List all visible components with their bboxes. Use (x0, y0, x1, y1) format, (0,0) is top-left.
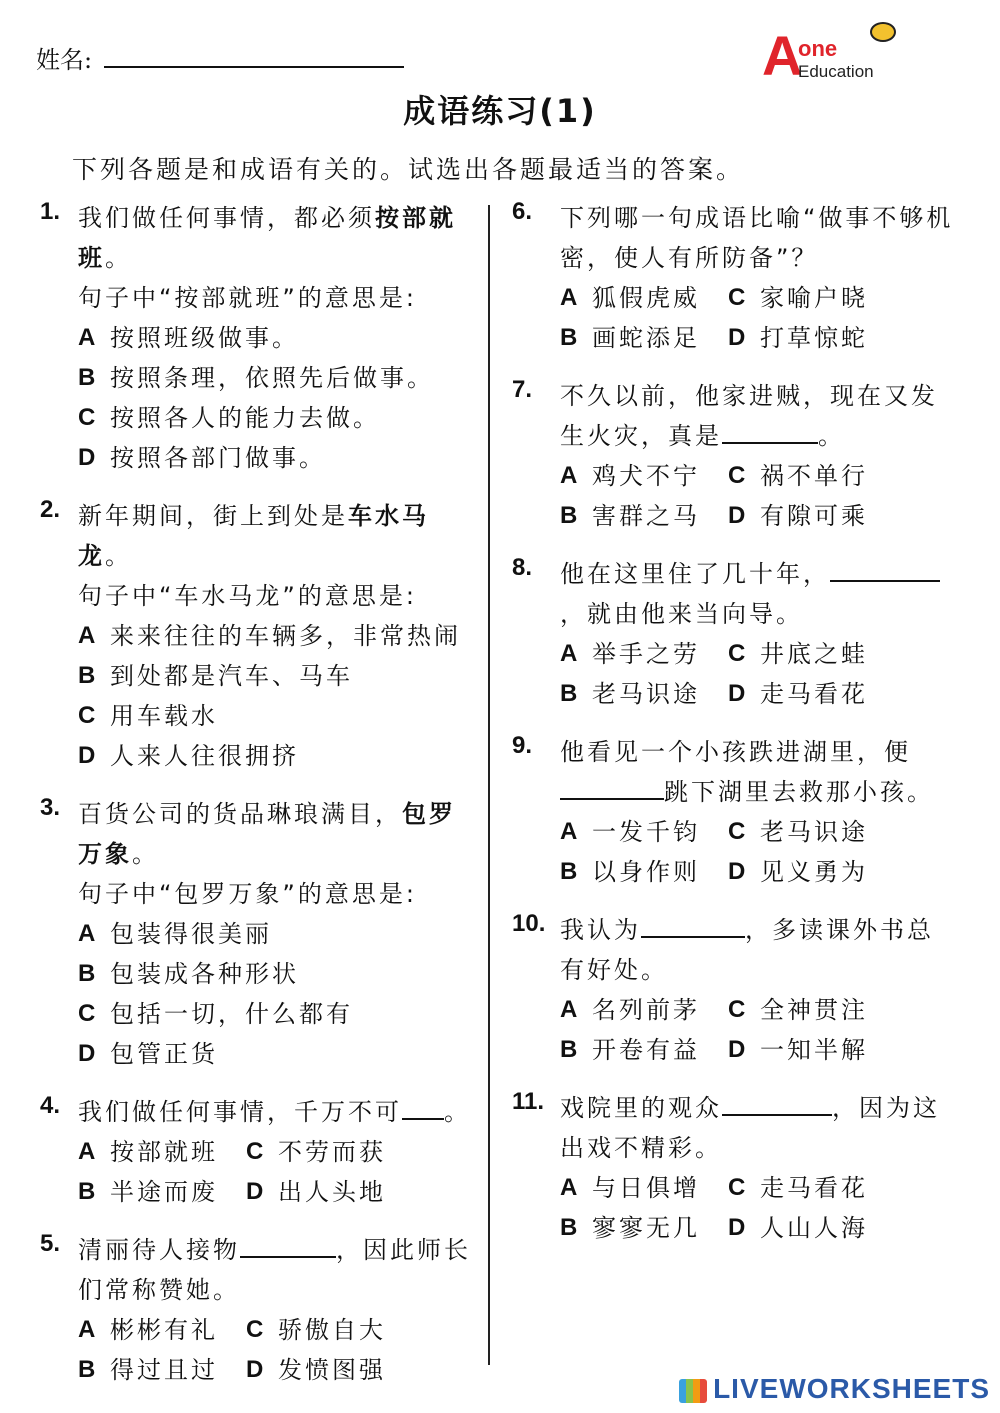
option-b[interactable]: B 得过且过 (78, 1356, 218, 1384)
option-b[interactable]: B 按照条理，依照先后做事。 (78, 364, 434, 392)
option-a[interactable]: A 狐假虎威 (560, 284, 700, 312)
option-d[interactable]: D 有隙可乘 (728, 502, 868, 530)
question-number: 10. (512, 910, 546, 937)
question-11 (512, 1088, 960, 1248)
answer-blank[interactable] (722, 1090, 832, 1116)
option-b[interactable]: B 寥寥无几 (560, 1214, 700, 1242)
question-2 (40, 496, 480, 776)
option-d[interactable]: D 走马看花 (728, 680, 868, 708)
option-d[interactable]: D 包管正货 (78, 1040, 218, 1068)
brand-text: LIVEWORKSHEETS (713, 1373, 990, 1404)
question-1 (40, 198, 480, 478)
question-stem: 戏院里的观众 ，因为这出戏不精彩。 (560, 1088, 960, 1168)
question-7 (512, 376, 960, 536)
answer-blank[interactable] (641, 912, 745, 938)
option-d[interactable]: D 发愤图强 (246, 1356, 386, 1384)
aone-education-logo (762, 18, 912, 90)
question-number: 1. (40, 198, 61, 225)
liveworksheets-icon (679, 1379, 707, 1403)
question-4 (40, 1092, 480, 1212)
question-10 (512, 910, 960, 1070)
option-d[interactable]: D 一知半解 (728, 1036, 868, 1064)
question-stem: 下列哪一句成语比喻“做事不够机密，使人有所防备”？ (560, 204, 954, 272)
option-b[interactable]: B 到处都是汽车、马车 (78, 662, 353, 690)
option-a[interactable]: A 举手之劳 (560, 640, 700, 668)
option-a[interactable]: A 鸡犬不宁 (560, 462, 700, 490)
option-d[interactable]: D 按照各部门做事。 (78, 444, 326, 472)
option-d[interactable]: D 出人头地 (246, 1178, 386, 1206)
question-number: 2. (40, 496, 61, 523)
question-number: 4. (40, 1092, 61, 1119)
logo-one-text: one (798, 36, 838, 61)
answer-blank[interactable] (830, 556, 940, 582)
option-c[interactable]: C 包括一切，什么都有 (78, 1000, 353, 1028)
question-stem: 我们做任何事情，千万不可 。 (78, 1092, 480, 1132)
option-a[interactable]: A 彬彬有礼 (78, 1316, 218, 1344)
question-3 (40, 794, 480, 1074)
question-stem: 新年期间，街上到处是车水马龙。 (78, 502, 429, 570)
option-b[interactable]: B 开卷有益 (560, 1036, 700, 1064)
question-number: 8. (512, 554, 533, 581)
option-d[interactable]: D 人来人往很拥挤 (78, 742, 299, 770)
option-c[interactable]: C 家喻户晓 (728, 284, 868, 312)
option-d[interactable]: D 见义勇为 (728, 858, 868, 886)
question-stem: 我认为 ，多读课外书总有好处。 (560, 910, 960, 990)
question-number: 11. (512, 1088, 545, 1115)
option-a[interactable]: A 按照班级做事。 (78, 324, 299, 352)
question-number: 9. (512, 732, 533, 759)
option-b[interactable]: B 害群之马 (560, 502, 700, 530)
question-stem: 他在这里住了几十年，，就由他来当向导。 (560, 554, 960, 634)
column-divider (488, 205, 490, 1365)
option-d[interactable]: D 人山人海 (728, 1214, 868, 1242)
option-c[interactable]: C 走马看花 (728, 1174, 868, 1202)
answer-blank[interactable] (240, 1232, 336, 1258)
logo-letter: A (762, 24, 803, 87)
option-b[interactable]: B 老马识途 (560, 680, 700, 708)
liveworksheets-brand (679, 1373, 990, 1405)
left-question-column (40, 198, 480, 1408)
question-stem: 百货公司的货品琳琅满目，包罗万象。 (78, 800, 456, 868)
question-6 (512, 198, 960, 358)
option-c[interactable]: C 祸不单行 (728, 462, 868, 490)
option-a[interactable]: A 名列前茅 (560, 996, 700, 1024)
question-prompt: 句子中“包罗万象”的意思是: (78, 880, 417, 908)
option-c[interactable]: C 按照各人的能力去做。 (78, 404, 380, 432)
option-c[interactable]: C 用车载水 (78, 702, 218, 730)
option-c[interactable]: C 骄傲自大 (246, 1316, 386, 1344)
question-prompt: 句子中“按部就班”的意思是: (78, 284, 417, 312)
right-question-column (512, 198, 960, 1266)
question-8 (512, 554, 960, 714)
option-c[interactable]: C 全神贯注 (728, 996, 868, 1024)
instruction-text: 下列各题是和成语有关的。试选出各题最适当的答案。 (72, 155, 745, 184)
answer-blank[interactable] (722, 418, 818, 444)
option-b[interactable]: B 包装成各种形状 (78, 960, 299, 988)
question-5 (40, 1230, 480, 1390)
option-b[interactable]: B 半途而废 (78, 1178, 218, 1206)
name-input-line[interactable] (104, 66, 404, 68)
option-b[interactable]: B 画蛇添足 (560, 324, 700, 352)
question-stem: 不久以前，他家进贼，现在又发生火灾，真是 。 (560, 382, 938, 450)
option-a[interactable]: A 包装得很美丽 (78, 920, 272, 948)
answer-blank[interactable] (402, 1094, 444, 1120)
question-number: 7. (512, 376, 533, 403)
bee-icon (870, 22, 896, 42)
option-b[interactable]: B 以身作则 (560, 858, 700, 886)
worksheet-title: 成语练习(1) (403, 92, 597, 130)
option-c[interactable]: C 井底之蛙 (728, 640, 868, 668)
question-9 (512, 732, 960, 892)
option-d[interactable]: D 打草惊蛇 (728, 324, 868, 352)
option-a[interactable]: A 一发千钧 (560, 818, 700, 846)
option-c[interactable]: C 不劳而获 (246, 1138, 386, 1166)
question-number: 3. (40, 794, 61, 821)
question-stem: 清丽待人接物 ，因此师长们常称赞她。 (78, 1230, 480, 1310)
option-a[interactable]: A 与日俱增 (560, 1174, 700, 1202)
question-stem: 我们做任何事情，都必须按部就班。 (78, 204, 456, 272)
logo-education-text: Education (798, 62, 874, 81)
question-number: 6. (512, 198, 533, 225)
question-number: 5. (40, 1230, 61, 1257)
name-label: 姓名: (36, 46, 93, 74)
option-a[interactable]: A 来来往往的车辆多，非常热闹 (78, 622, 461, 650)
option-a[interactable]: A 按部就班 (78, 1138, 218, 1166)
question-stem: 他看见一个小孩跌进湖里，便跳下湖里去救那小孩。 (560, 738, 934, 806)
answer-blank[interactable] (560, 774, 664, 800)
option-c[interactable]: C 老马识途 (728, 818, 868, 846)
question-prompt: 句子中“车水马龙”的意思是: (78, 582, 417, 610)
